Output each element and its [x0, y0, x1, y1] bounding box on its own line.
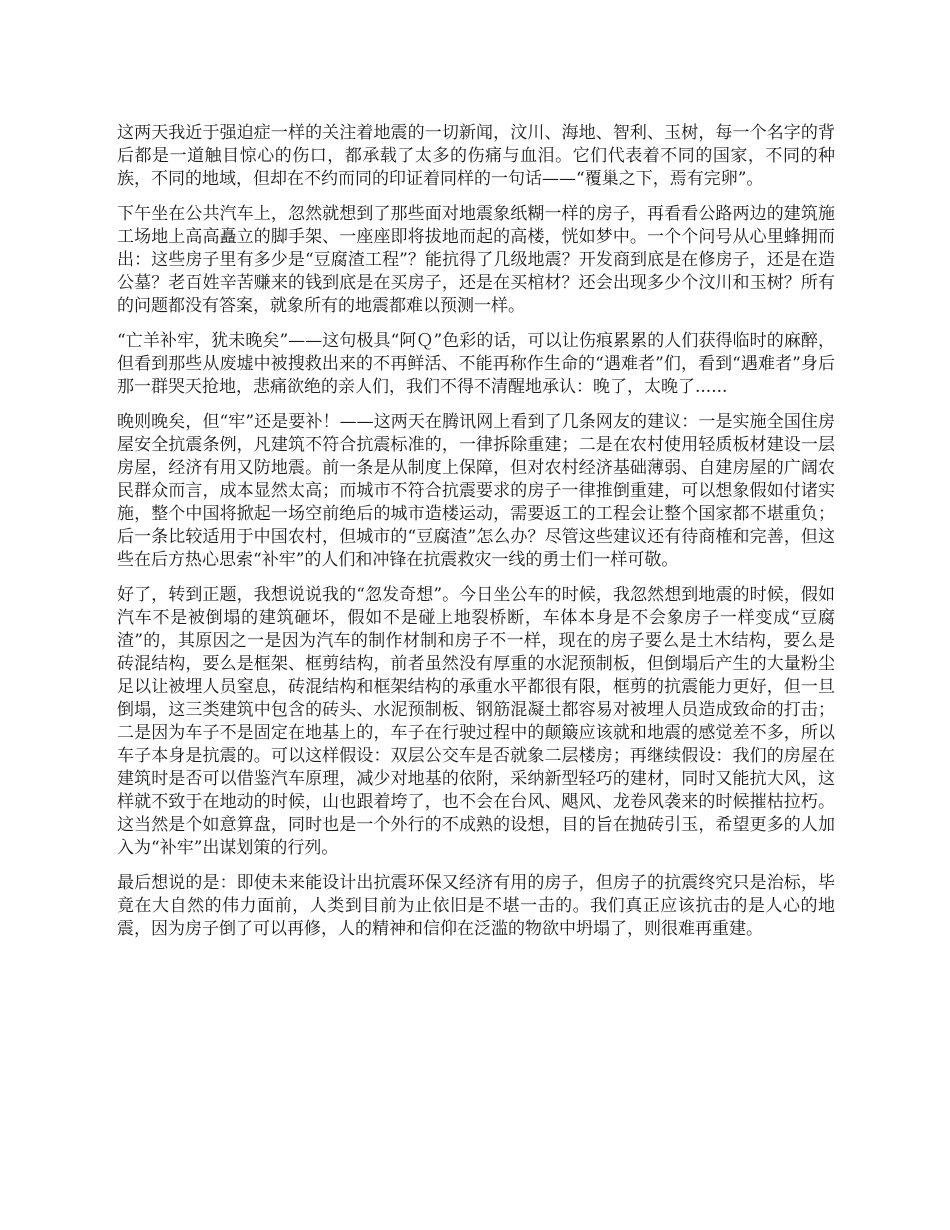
- article-body: [117, 122, 835, 953]
- paragraph-1: 这两天我近于强迫症一样的关注着地震的一切新闻，汶川、海地、智利、玉树，每一个名字的背后都是一道触目惊心的伤口，都承载了太多的伤痛与血泪。它们代表着不同的国家，不同的种族，不同的地域，但却在不约而同的印证着同样的一句话——“覆巢之下，焉有完卵”。: [117, 123, 835, 189]
- paragraph-4: 晚则晚矣，但“牢”还是要补！——这两天在腾讯网上看到了几条网友的建议：一是实施全国住房屋安全抗震条例，凡建筑不符合抗震标准的，一律拆除重建；二是在农村使用轻质板材建设一层房屋，经济有用又防地震。前一条是从制度上保障，但对农村经济基础薄弱、自建房屋的广阔农民群众而言，成本显然太高；而城市不符合抗震要求的房子一律推倒重建，可以想象假如付诸实施，整个中国将掀起一场空前绝后的城市造楼运动，需要返工的工程会让整个国家都不堪重负；后一条比较适用于中国农村，但城市的“豆腐渣”怎么办？尽管这些建议还有待商榷和完善，但这些在后方热心思索“补牢”的人们和冲锋在抗震救灾一线的勇士们一样可敬。: [117, 412, 835, 570]
- paragraph-6: 最后想说的是：即使未来能设计出抗震环保又经济有用的房子，但房子的抗震终究只是治标，毕竟在大自然的伟力面前，人类到目前为止依旧是不堪一击的。我们真正应该抗击的是人心的地震，因为房子倒了可以再修，人的精神和信仰在泛滥的物欲中坍塌了，则很难再重建。: [117, 873, 835, 939]
- paragraph-5: 好了，转到正题，我想说说我的“忽发奇想”。今日坐公车的时候，我忽然想到地震的时候，假如汽车不是被倒塌的建筑砸坏，假如不是碰上地裂桥断，车体本身是不会象房子一样变成“豆腐渣”的，其原因之一是因为汽车的制作材制和房子不一样，现在的房子要么是土木结构，要么是砖混结构，要么是框架、框剪结构，前者虽然没有厚重的水泥预制板，但倒塌后产生的大量粉尘足以让被埋人员窒息，砖混结构和框架结构的承重水平都很有限，框剪的抗震能力更好，但一旦倒塌，这三类建筑中包含的砖头、水泥预制板、钢筋混凝土都容易对被埋人员造成致命的打击；二是因为车子不是固定在地基上的，车子在行驶过程中的颠簸应该就和地震的感觉差不多，所以车子本身是抗震的。可以这样假设：双层公交车是否就象二层楼房；再继续假设：我们的房屋在建筑时是否可以借鉴汽车原理，减少对地基的依附，采纳新型轻巧的建材，同时又能抗大风，这样就不致于在地动的时候，山也跟着垮了，也不会在台风、飓风、龙卷风袭来的时候摧枯拉朽。这当然是个如意算盘，同时也是一个外行的不成熟的设想，目的旨在抛砖引玉，希望更多的人加入为“补牢”出谋划策的行列。: [117, 585, 835, 858]
- paragraph-2: 下午坐在公共汽车上，忽然就想到了那些面对地震象纸糊一样的房子，再看看公路两边的建筑施工场地上高高矗立的脚手架、一座座即将拔地而起的高楼，恍如梦中。一个个问号从心里蜂拥而出：这些房子里有多少是“豆腐渣工程”？能抗得了几级地震？开发商到底是在修房子，还是在造公墓？老百姓辛苦赚来的钱到底是在买房子，还是在买棺材？还会出现多少个汶川和玉树？所有的问题都没有答案，就象所有的地震都难以预测一样。: [117, 204, 835, 316]
- paragraph-3: “亡羊补牢，犹未晚矣”——这句极具“阿Ｑ”色彩的话，可以让伤痕累累的人们获得临时的麻醉，但看到那些从废墟中被搜救出来的不再鲜活、不能再称作生命的“遇难者”们，看到“遇难者”身后那一群哭天抢地，悲痛欲绝的亲人们，我们不得不清醒地承认：晚了，太晚了......: [117, 331, 835, 397]
